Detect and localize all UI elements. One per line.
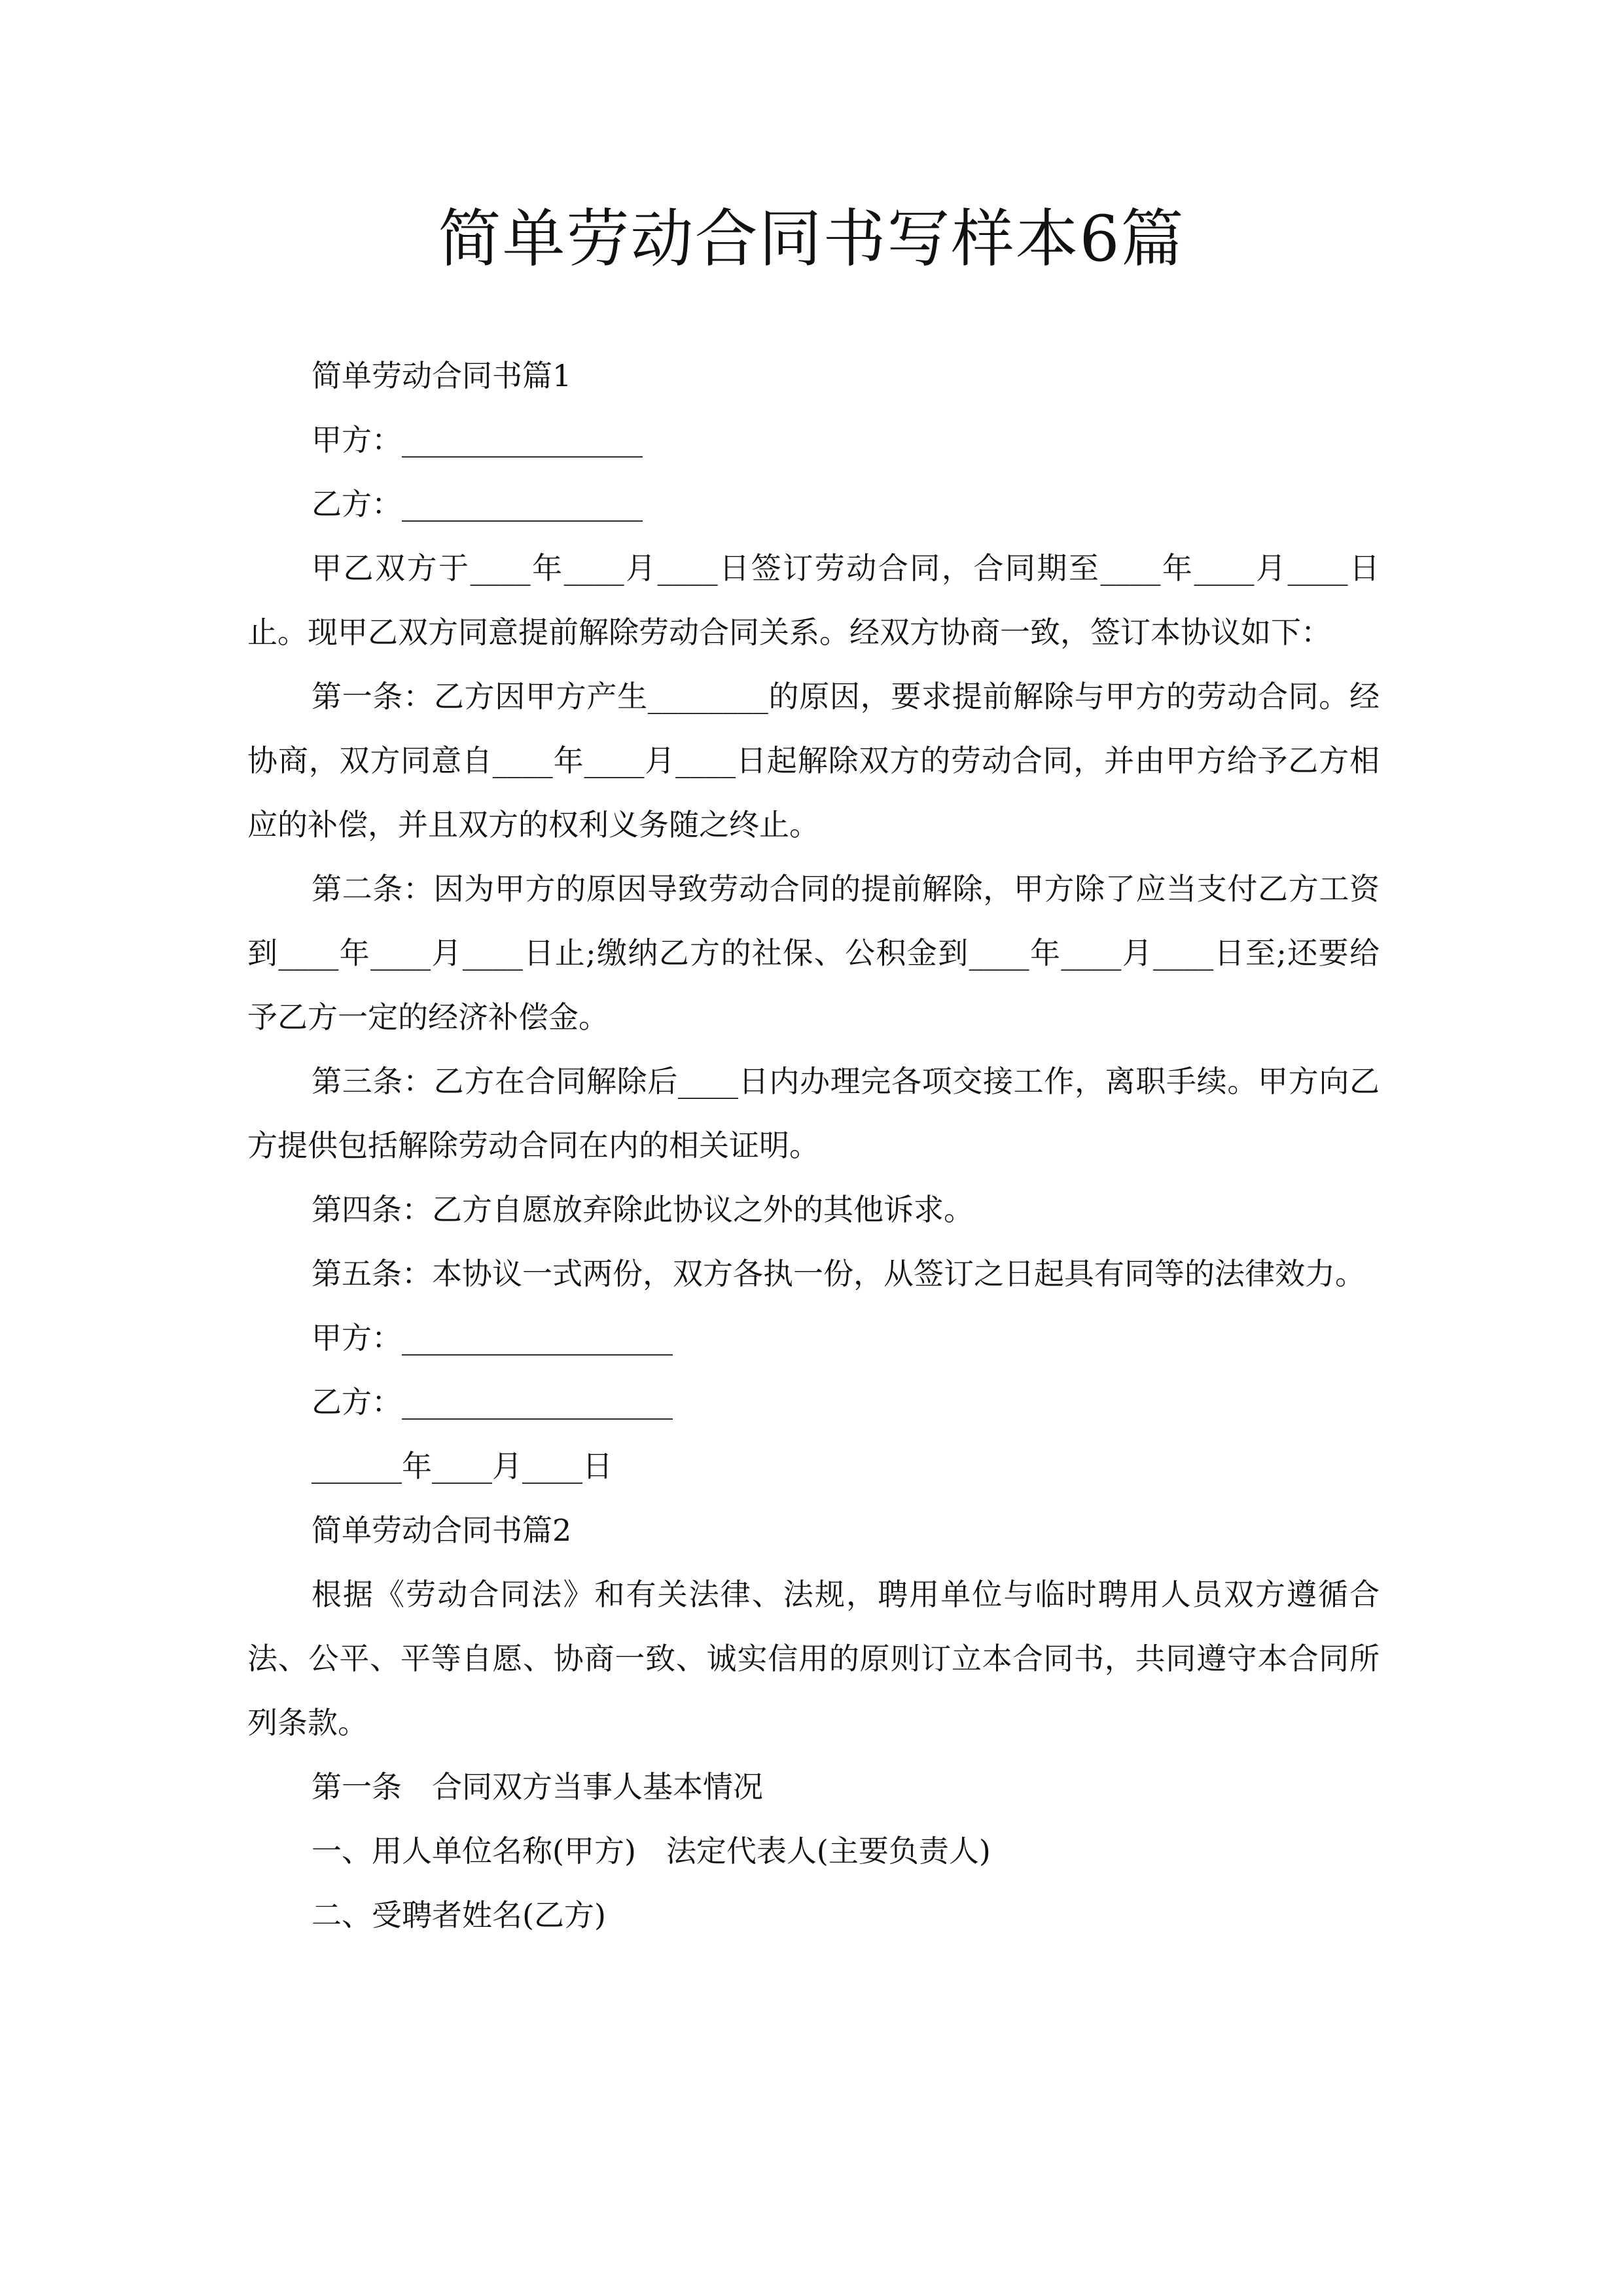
- party-b-line: 乙方：________________: [312, 486, 643, 522]
- signature-party-b: 乙方：__________________: [312, 1384, 673, 1420]
- document-title: 简单劳动合同书写样本6篇: [438, 202, 1185, 276]
- contract-preamble: 根据《劳动合同法》和有关法律、法规，聘用单位与临时聘用人员双方遵循合法、公平、平等自愿、协商一致、诚实信用的原则订立本合同书，共同遵守本合同所列条款。: [247, 1577, 1380, 1740]
- section-heading-1: 简单劳动合同书篇1: [312, 358, 572, 393]
- party-a-line: 甲方：________________: [312, 422, 643, 457]
- article-3: 第三条：乙方在合同解除后____日内办理完各项交接工作，离职手续。甲方向乙方提供包括解除劳动合同在内的相关证明。: [247, 1064, 1380, 1163]
- article-5: 第五条：本协议一式两份，双方各执一份，从签订之日起具有同等的法律效力。: [312, 1256, 1365, 1291]
- section-heading-2: 简单劳动合同书篇2: [312, 1513, 572, 1548]
- article-2: 第二条：因为甲方的原因导致劳动合同的提前解除，甲方除了应当支付乙方工资到____年____月____日止;缴纳乙方的社保、公积金到____年____月____日至;还要给予乙方一定的经济补偿金。: [247, 871, 1380, 1035]
- article-1: 第一条：乙方因甲方产生________的原因，要求提前解除与甲方的劳动合同。经协商，双方同意自____年____月____日起解除双方的劳动合同，并由甲方给予乙方相应的补偿，并且双方的权利义务随之终止。: [247, 679, 1380, 842]
- intro-paragraph: 甲乙双方于____年____月____日签订劳动合同，合同期至____年____月____日止。现甲乙双方同意提前解除劳动合同关系。经双方协商一致，签订本协议如下：: [247, 550, 1380, 650]
- signature-date: ______年____月____日: [312, 1448, 613, 1484]
- clause-1-heading: 第一条 合同双方当事人基本情况: [312, 1769, 763, 1804]
- signature-party-a: 甲方：__________________: [312, 1320, 673, 1355]
- document-body: [247, 344, 1380, 1947]
- article-4: 第四条：乙方自愿放弃除此协议之外的其他诉求。: [312, 1192, 974, 1227]
- clause-1-item-2: 二、受聘者姓名(乙方): [312, 1897, 606, 1933]
- clause-1-item-1: 一、用人单位名称(甲方) 法定代表人(主要负责人): [312, 1833, 991, 1869]
